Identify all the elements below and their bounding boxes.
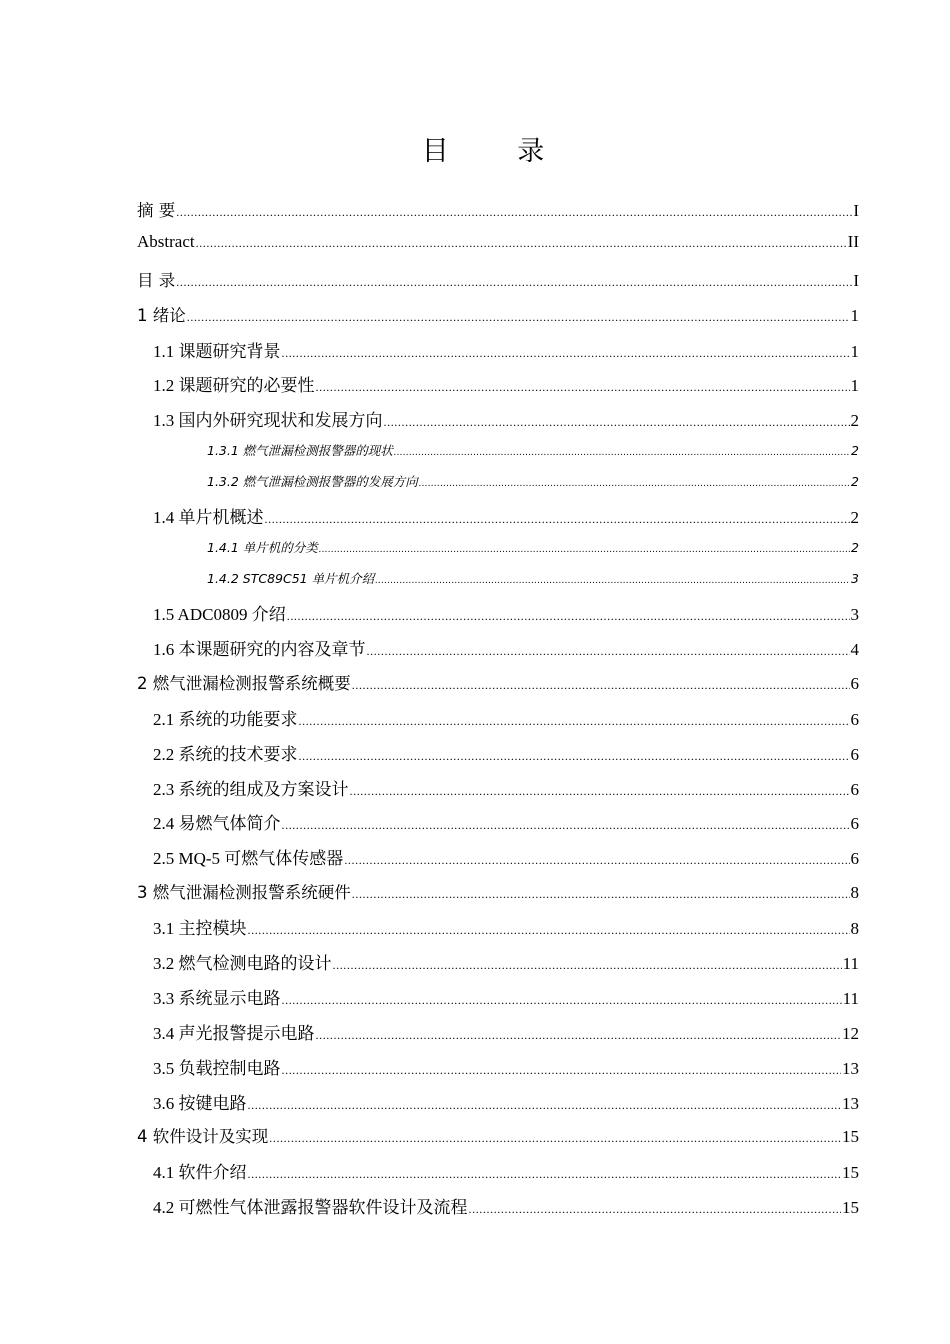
dot-leader [367, 644, 850, 659]
toc-entry-label: 3.5 负载控制电路 [153, 1058, 281, 1078]
toc-entry-2-1[interactable] [137, 705, 859, 740]
dot-leader [316, 380, 850, 395]
dot-leader [176, 205, 852, 220]
toc-entry-label: 3.3 系统显示电路 [153, 988, 281, 1008]
toc-entry-label: 2.3 系统的组成及方案设计 [153, 779, 349, 799]
dot-leader [299, 714, 850, 729]
toc-entry-page: 3 [850, 605, 859, 625]
toc-entry-1-1[interactable] [137, 337, 859, 372]
toc-entry-3-4[interactable] [137, 1019, 859, 1054]
toc-entry-page: 15 [842, 1127, 859, 1147]
dot-leader [248, 923, 850, 938]
toc-entry-2-3[interactable] [137, 775, 859, 810]
toc-entry-abstract-en[interactable] [137, 232, 859, 267]
toc-entry-2-4[interactable] [137, 809, 859, 844]
toc-entry-label: 1.3.2 燃气泄漏检测报警器的发展方向 [207, 474, 418, 490]
toc-entry-page: 15 [842, 1198, 859, 1218]
table-of-contents [137, 197, 859, 1228]
toc-entry-label: 3 燃气泄漏检测报警系统硬件 [137, 883, 351, 903]
toc-entry-1-4[interactable] [137, 503, 859, 538]
toc-entry-page: 2 [851, 474, 859, 490]
dot-leader [176, 275, 852, 290]
toc-entry-label: 1.3 国内外研究现状和发展方向 [153, 411, 383, 431]
toc-entry-label: 3.4 声光报警提示电路 [153, 1023, 315, 1043]
toc-entry-page: 6 [850, 849, 859, 869]
toc-entry-page: 1 [850, 341, 859, 361]
toc-entry-3-6[interactable] [137, 1089, 859, 1124]
toc-entry-page: 13 [842, 1093, 859, 1113]
dot-leader [282, 818, 850, 833]
toc-entry-page: 1 [850, 305, 859, 325]
toc-entry-1-5[interactable] [137, 600, 859, 635]
toc-entry-page: 6 [850, 744, 859, 764]
toc-entry-label: 3.1 主控模块 [153, 919, 247, 939]
toc-entry-label: 4.1 软件介绍 [153, 1163, 247, 1183]
toc-entry-label: 2 燃气泄漏检测报警系统概要 [137, 673, 351, 693]
toc-entry-1-3-2[interactable] [137, 472, 859, 503]
dot-leader [316, 1028, 842, 1043]
toc-entry-page: 13 [842, 1058, 859, 1078]
dot-leader [282, 1063, 842, 1078]
toc-entry-1-3[interactable] [137, 406, 859, 441]
dot-leader [333, 958, 842, 973]
dot-leader [319, 545, 850, 555]
dot-leader [187, 310, 850, 325]
toc-entry-label: 1.2 课题研究的必要性 [153, 376, 315, 396]
toc-entry-page: 4 [850, 640, 859, 660]
dot-leader [375, 576, 850, 586]
toc-entry-label: 1.3.1 燃气泄漏检测报警器的现状 [207, 443, 393, 459]
toc-entry-page: 3 [851, 571, 859, 587]
toc-title: 目 录 [421, 136, 575, 167]
toc-entry-2-2[interactable] [137, 740, 859, 775]
toc-entry-chapter-1[interactable] [137, 302, 859, 337]
toc-entry-page: 8 [850, 919, 859, 939]
toc-entry-1-4-2[interactable] [137, 569, 859, 600]
dot-leader [248, 1167, 842, 1182]
toc-entry-3-1[interactable] [137, 914, 859, 949]
toc-entry-label: 1.1 课题研究背景 [153, 341, 281, 361]
dot-leader [269, 1131, 841, 1146]
toc-entry-chapter-3[interactable] [137, 879, 859, 914]
toc-entry-page: 2 [850, 411, 859, 431]
toc-entry-page: 11 [842, 954, 859, 974]
toc-entry-label: 3.2 燃气检测电路的设计 [153, 954, 332, 974]
toc-entry-3-2[interactable] [137, 949, 859, 984]
toc-entry-label: 1.4.1 单片机的分类 [207, 540, 318, 556]
toc-entry-label: 2.4 易燃气体简介 [153, 814, 281, 834]
toc-entry-label: 2.5 MQ-5 可燃气体传感器 [153, 849, 344, 869]
toc-entry-4-2[interactable] [137, 1193, 859, 1228]
toc-entry-page: 2 [851, 540, 859, 556]
toc-entry-page: 11 [842, 988, 859, 1008]
toc-entry-label: 目 录 [137, 270, 176, 290]
toc-entry-label: 2.2 系统的技术要求 [153, 744, 298, 764]
toc-entry-3-3[interactable] [137, 984, 859, 1019]
dot-leader [419, 479, 850, 489]
toc-entry-page: 12 [842, 1023, 859, 1043]
toc-entry-1-4-1[interactable] [137, 538, 859, 569]
toc-entry-label: 摘 要 [137, 201, 176, 220]
toc-entry-4-1[interactable] [137, 1158, 859, 1193]
toc-entry-label: 3.6 按键电路 [153, 1093, 247, 1113]
dot-leader [282, 993, 842, 1008]
toc-entry-page: 8 [850, 883, 859, 903]
dot-leader [384, 415, 850, 430]
toc-entry-page: 6 [850, 709, 859, 729]
dot-leader [265, 512, 850, 527]
toc-entry-contents[interactable] [137, 267, 859, 302]
toc-entry-page: 1 [850, 376, 859, 396]
toc-entry-abstract-cn[interactable] [137, 197, 859, 232]
toc-entry-1-6[interactable] [137, 635, 859, 670]
dot-leader [299, 749, 850, 764]
toc-entry-page: I [853, 270, 859, 290]
toc-entry-label: 4.2 可燃性气体泄露报警器软件设计及流程 [153, 1198, 468, 1218]
dot-leader [352, 678, 850, 693]
toc-entry-1-3-1[interactable] [137, 441, 859, 472]
toc-entry-label: 1.4.2 STC89C51 单片机介绍 [207, 571, 375, 587]
toc-entry-label: Abstract [137, 231, 195, 251]
toc-entry-label: 1.6 本课题研究的内容及章节 [153, 640, 366, 660]
dot-leader [350, 784, 850, 799]
toc-entry-label: 4 软件设计及实现 [137, 1127, 269, 1147]
toc-entry-page: 2 [851, 443, 859, 459]
toc-entry-page: 15 [842, 1163, 859, 1183]
toc-entry-label: 1.4 单片机概述 [153, 508, 264, 528]
toc-entry-3-5[interactable] [137, 1054, 859, 1089]
toc-entry-2-5[interactable] [137, 844, 859, 879]
toc-entry-page: 6 [850, 779, 859, 799]
dot-leader [352, 887, 850, 902]
dot-leader [394, 448, 850, 458]
dot-leader [287, 609, 850, 624]
toc-entry-page: 6 [850, 673, 859, 693]
toc-entry-label: 1 绪论 [137, 305, 186, 325]
dot-leader [469, 1202, 842, 1217]
dot-leader [248, 1098, 842, 1113]
dot-leader [282, 346, 850, 361]
toc-entry-label: 1.5 ADC0809 介绍 [153, 605, 286, 625]
toc-entry-page: 2 [850, 508, 859, 528]
dot-leader [196, 236, 847, 251]
dot-leader [344, 853, 849, 868]
toc-entry-page: I [853, 201, 859, 220]
toc-entry-chapter-4[interactable] [137, 1123, 859, 1158]
toc-entry-1-2[interactable] [137, 371, 859, 406]
toc-entry-chapter-2[interactable] [137, 670, 859, 705]
toc-entry-page: 6 [850, 814, 859, 834]
toc-entry-label: 2.1 系统的功能要求 [153, 709, 298, 729]
toc-entry-page: II [847, 231, 859, 251]
